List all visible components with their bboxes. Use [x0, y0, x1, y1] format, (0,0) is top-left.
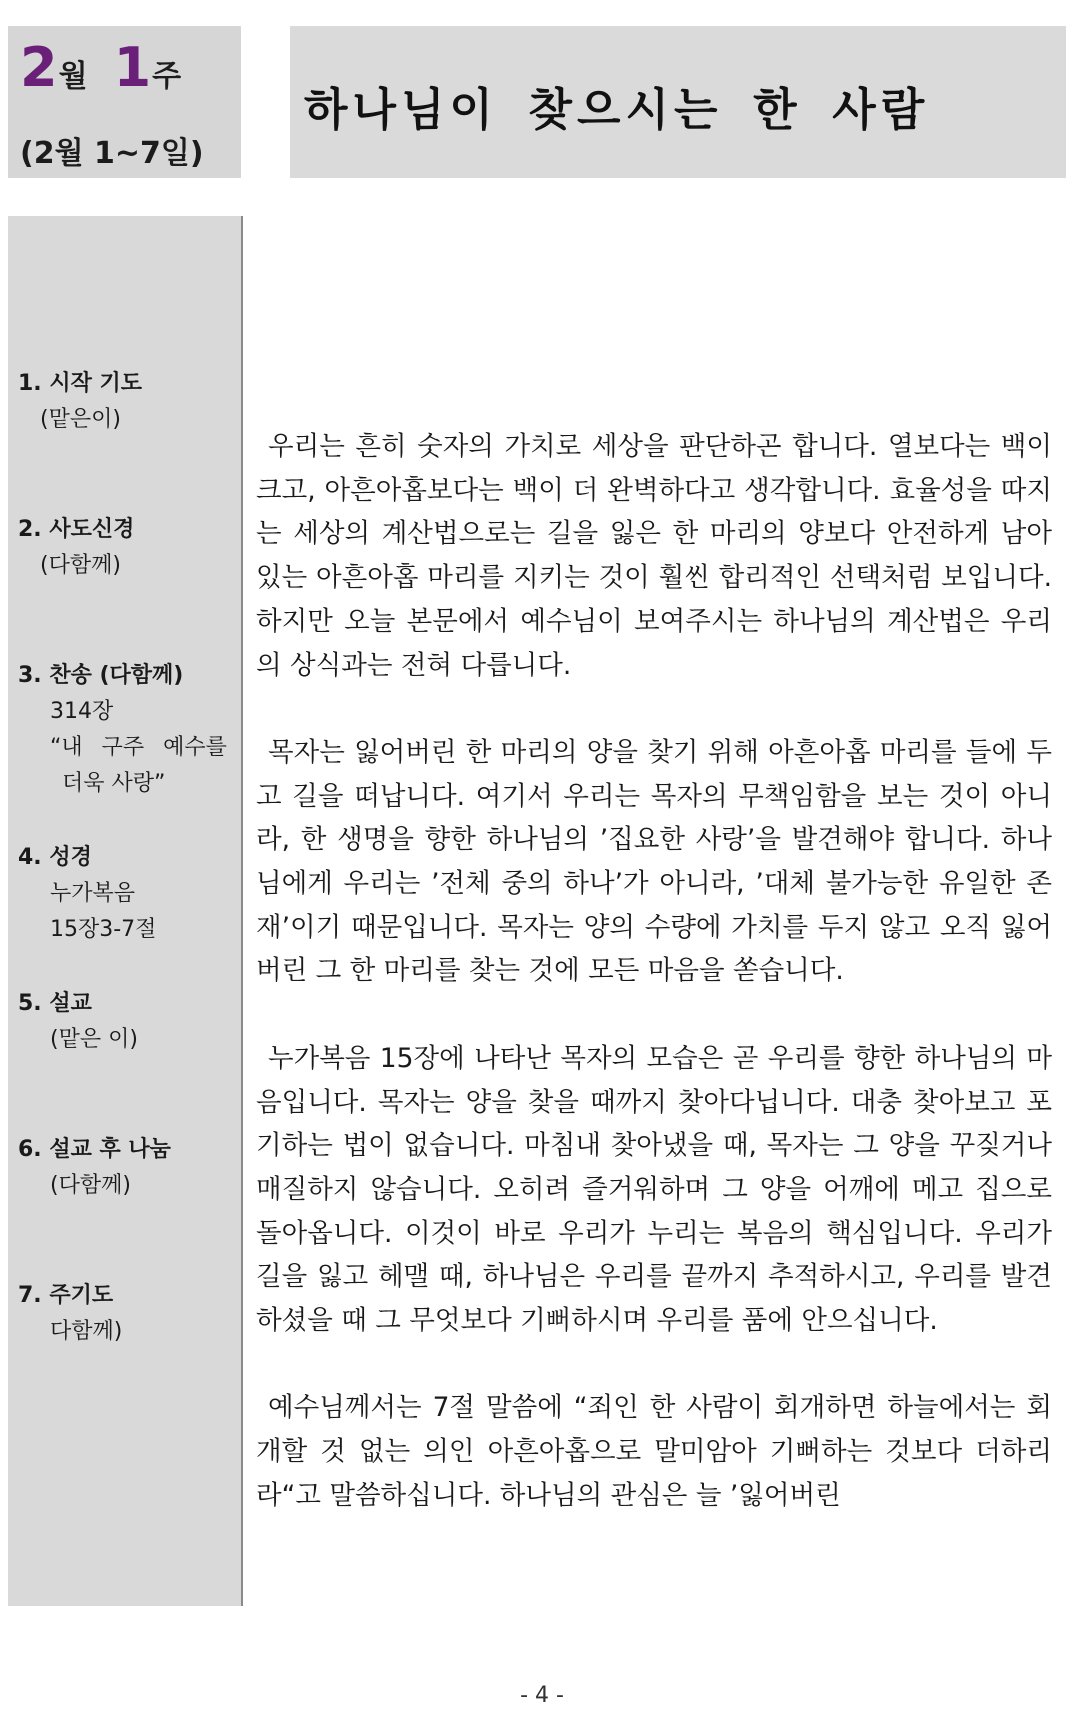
hymn-number: 314장: [50, 699, 114, 724]
order-item-sermon: [18, 986, 138, 1058]
body-paragraph: 우리는 흔히 숫자의 가치로 세상을 판단하곤 합니다. 열보다는 백이 크고, 아흔아홉보다는 백이 더 완벽하다고 생각합니다. 효율성을 따지는 세상의 계산법으로는 길을 잃은 한 마리의 양보다 안전하게 남아 있는 아흔아홉 마리를 지키는 것이 훨씬 합리적인 선택처럼 보입니다. 하지만 오늘 본문에서 예수님이 보여주시는 하나님의 계산법은 우리의 상식과는 전혀 다릅니다.: [256, 431, 1052, 681]
order-item-sharing: [18, 1132, 171, 1204]
order-item-scripture: [18, 840, 156, 948]
body-paragraph: 누가복음 15장에 나타난 목자의 모습은 곧 우리를 향한 하나님의 마음입니다. 목자는 양을 찾을 때까지 찾아다닙니다. 대충 찾아보고 포기하는 법이 없습니다. 마침내 찾아냈을 때, 목자는 그 양을 꾸짖거나 매질하지 않습니다. 오히려 즐거워하며 그 양을 어깨에 메고 집으로 돌아옵니다. 이것이 바로 우리가 누리는 복음의 핵심입니다. 우리가 길을 잃고 헤맬 때, 하나님은 우리를 끝까지 추적하시고, 우리를 발견하셨을 때 그 무엇보다 기뻐하시며 우리를 품에 안으십니다.: [256, 1042, 1052, 1337]
order-item-lords-prayer: [18, 1278, 122, 1350]
order-item-title: 3. 찬송 (다함께): [18, 663, 184, 688]
order-item-title: 7. 주기도: [18, 1283, 114, 1308]
order-item-apostles-creed: [18, 512, 134, 584]
order-item-leader: 다함께): [50, 1319, 123, 1344]
page-number: - 4 -: [520, 1683, 564, 1708]
date-range: (2월 1~7일): [20, 136, 204, 171]
scripture-verse: 15장3-7절: [50, 917, 157, 942]
sermon-body: [256, 425, 1052, 1561]
body-paragraph: 예수님께서는 7절 말씀에 “죄인 한 사람이 회개하면 하늘에서는 회개할 것 없는 의인 아흔아홉으로 말미암아 기뻐하는 것보다 더하리라“고 말씀하십니다. 하나님의 관심은 늘 ’잃어버린: [256, 1392, 1052, 1511]
hymn-title-line2: 더욱 사랑”: [62, 771, 166, 796]
order-item-leader: (맡은 이): [50, 1027, 138, 1052]
scripture-book: 누가복음: [50, 881, 136, 906]
order-item-leader: (맡은이): [40, 407, 121, 432]
order-item-title: 5. 설교: [18, 991, 92, 1016]
order-item-leader: (다함께): [50, 1173, 131, 1198]
order-item-title: 4. 성경: [18, 845, 92, 870]
worship-order-sidebar: [8, 216, 243, 1606]
order-item-hymn: [18, 658, 227, 802]
page-title: 하나님이 찾으시는 한 사람: [304, 83, 930, 136]
order-item-title: 1. 시작 기도: [18, 371, 142, 396]
week-label-box: [8, 26, 241, 178]
month-number: 2: [20, 36, 59, 99]
month-unit: 월: [58, 59, 88, 94]
order-item-title: 2. 사도신경: [18, 517, 135, 542]
order-item-opening-prayer: [18, 366, 142, 438]
week-unit: 주: [152, 59, 182, 94]
order-item-title: 6. 설교 후 나눔: [18, 1137, 171, 1162]
week-number: 1: [113, 36, 153, 99]
title-box: [290, 26, 1066, 178]
week-heading: [20, 36, 207, 99]
hymn-title-line1: “내 구주 예수를: [50, 735, 227, 760]
body-paragraph: 목자는 잃어버린 한 마리의 양을 찾기 위해 아흔아홉 마리를 들에 두고 길을 떠납니다. 여기서 우리는 목자의 무책임함을 보는 것이 아니라, 한 생명을 향한 하나님의 ’집요한 사랑’을 발견해야 합니다. 하나님에게 우리는 ’전체 중의 하나’가 아니라, ’대체 불가능한 유일한 존재’이기 때문입니다. 목자는 양의 수량에 가치를 두지 않고 오직 잃어버린 그 한 마리를 찾는 것에 모든 마음을 쏟습니다.: [256, 736, 1052, 987]
order-item-leader: (다함께): [40, 553, 121, 578]
